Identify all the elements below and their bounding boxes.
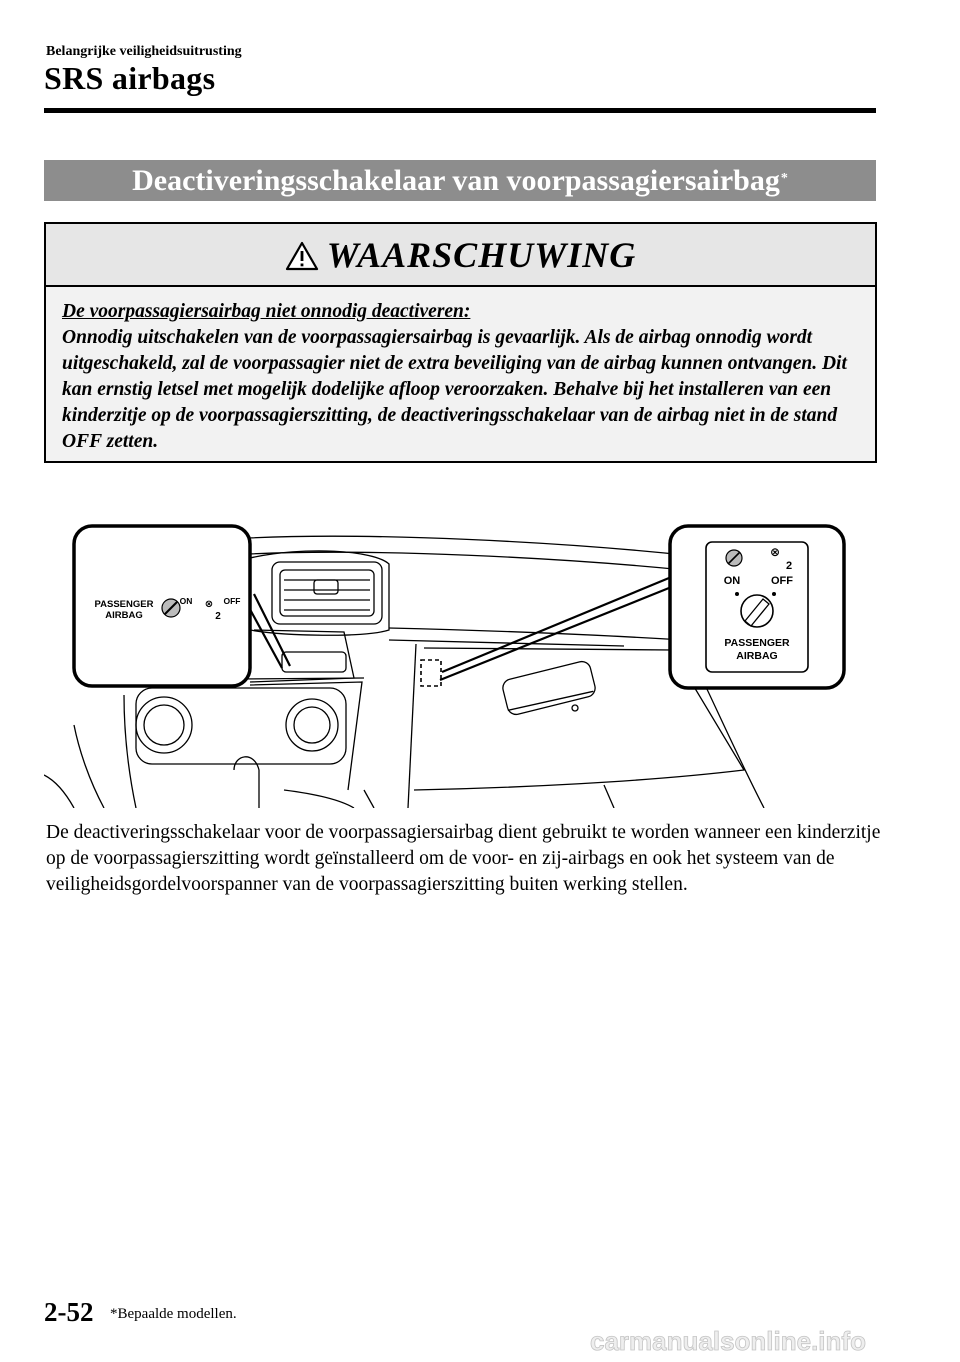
left-callout bbox=[74, 526, 250, 686]
right-callout-off: OFF bbox=[771, 575, 793, 587]
page-number: 2-52 bbox=[44, 1297, 94, 1327]
warning-subtitle: De voorpassagiersairbag niet onnodig deactiveren: bbox=[62, 301, 471, 322]
section-heading bbox=[44, 160, 876, 201]
left-callout-off: OFF bbox=[223, 596, 241, 606]
left-airbag-off-icon: ⊗ bbox=[204, 599, 214, 610]
right-callout bbox=[670, 526, 844, 688]
warning-body bbox=[46, 287, 875, 455]
warning-header bbox=[46, 224, 875, 287]
warning-box bbox=[44, 222, 877, 463]
right-callout-label-line1: PASSENGER bbox=[724, 637, 790, 649]
footnote: *Bepaalde modellen. bbox=[110, 1306, 237, 1322]
callout-pointers bbox=[246, 578, 669, 680]
left-callout-label-line1: PASSENGER bbox=[94, 599, 154, 610]
passenger-airbag-off-icon: ⊗ bbox=[769, 545, 781, 559]
watermark bbox=[590, 1326, 930, 1356]
right-callout-num: 2 bbox=[785, 560, 793, 572]
warning-text: Onnodig uitschakelen van de voorpassagiersairbag is gevaarlijk. Als de airbag onnodig wordt uitgeschakeld, zal de voorpassagier niet de extra beveiliging van de airbag kunnen ontvangen. Dit kan ernstig letsel met mogelijk dodelijke afloop veroorzaken. Behalve bij het installeren van een kinderzitje op de voorpassagierszitting, de deactiveringsschakelaar van de airbag niet in de stand OFF zetten. bbox=[62, 327, 847, 452]
page-title: SRS airbags bbox=[44, 60, 216, 96]
section-title: Deactiveringsschakelaar van voorpassagiersairbag bbox=[132, 163, 780, 197]
right-callout-label-line2: AIRBAG bbox=[736, 650, 778, 662]
left-callout-on: ON bbox=[179, 596, 193, 606]
right-callout-on: ON bbox=[723, 575, 741, 587]
warning-title: WAARSCHUWING bbox=[326, 234, 637, 275]
watermark-text: carmanualsonline.info bbox=[590, 1326, 866, 1356]
body-paragraph: De deactiveringsschakelaar voor de voorpassagiersairbag dient gebruikt te worden wanneer een kinderzitje op de voorpassagierszitting wordt geïnstalleerd om de voor- en zij-airbags en ook het systeem van de veiligheidsgordelvoorspanner van de voorpassagierszitting buiten werking stellen. bbox=[46, 822, 881, 895]
left-callout-label-line2: AIRBAG bbox=[105, 610, 143, 621]
dashboard-illustration bbox=[44, 520, 876, 808]
left-callout-num: 2 bbox=[215, 611, 221, 622]
warning-triangle-icon bbox=[285, 241, 319, 271]
title-rule bbox=[44, 108, 876, 113]
section-asterisk: * bbox=[780, 170, 788, 186]
breadcrumb: Belangrijke veiligheidsuitrusting bbox=[46, 44, 242, 59]
